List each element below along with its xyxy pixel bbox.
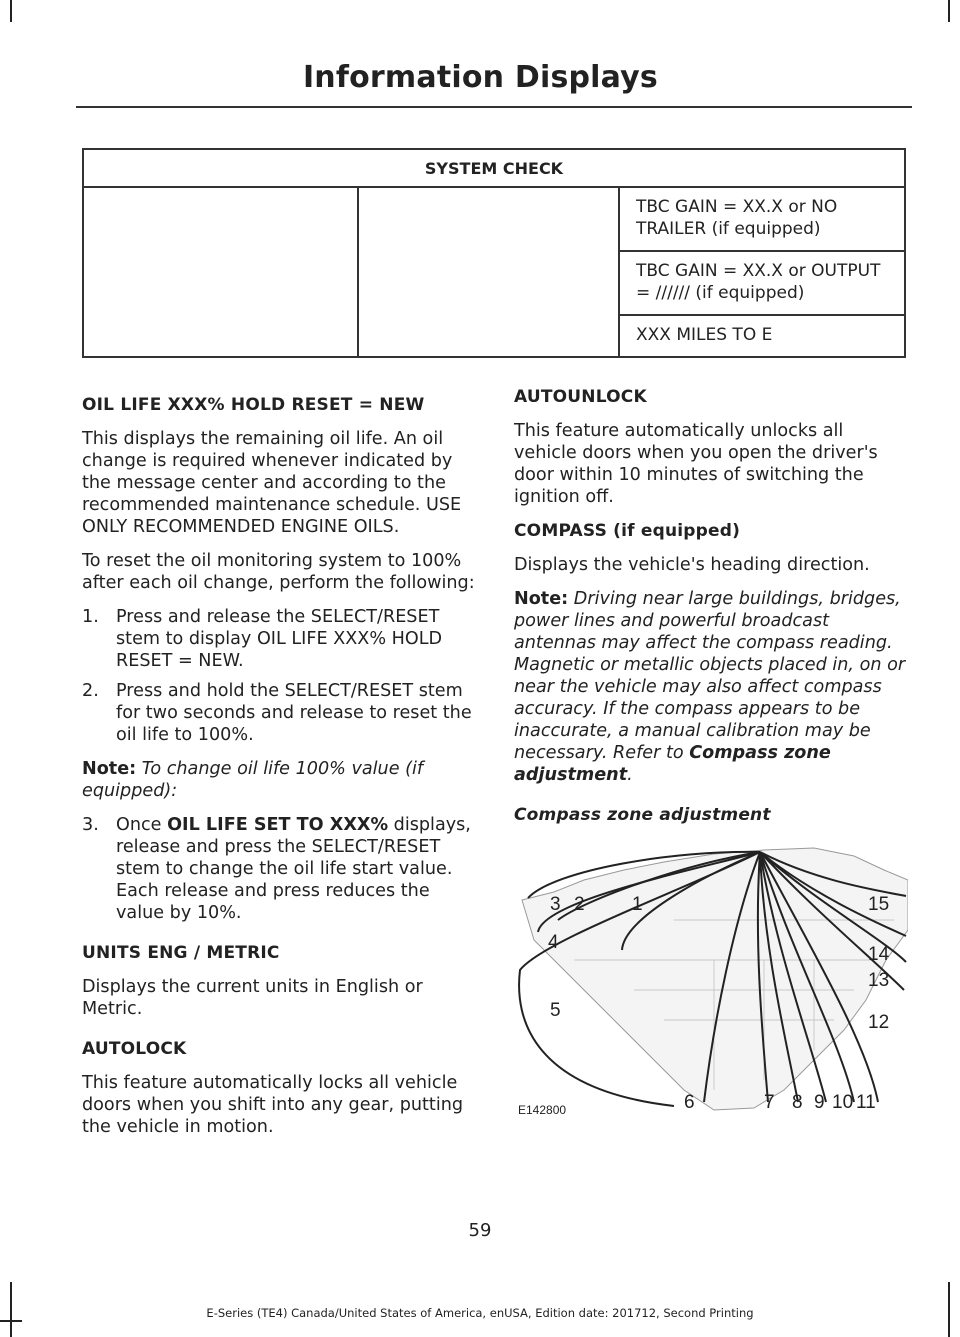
system-check-empty-col1 — [83, 187, 358, 357]
left-column — [82, 394, 478, 1150]
list-item — [82, 680, 478, 746]
autolock-heading: AUTOLOCK — [82, 1039, 187, 1059]
zone-label: 2 — [574, 894, 585, 915]
list-item — [82, 606, 478, 672]
oil-reset-intro: To reset the oil monitoring system to 100% after each oil change, perform the following: — [82, 551, 475, 593]
zone-label: 8 — [792, 1092, 803, 1113]
zone-label: 13 — [868, 970, 890, 991]
page-number: 59 — [468, 1220, 492, 1241]
autounlock-heading: AUTOUNLOCK — [514, 387, 647, 407]
zone-label: 3 — [550, 894, 561, 915]
system-check-row: XXX MILES TO E — [619, 315, 905, 357]
zone-label: 11 — [856, 1092, 876, 1113]
list-item — [82, 814, 478, 924]
zone-label: 15 — [868, 894, 890, 915]
compass-note — [514, 588, 908, 786]
system-check-table — [82, 148, 906, 358]
header-divider — [76, 106, 912, 108]
crop-mark-top-left — [10, 0, 12, 22]
oil-step-3 — [82, 814, 478, 924]
note-label: Note: — [82, 759, 137, 779]
zone-label: 9 — [814, 1092, 825, 1113]
autolock-description: This feature automatically locks all vehicle doors when you shift into any gear, putting the vehicle in motion. — [82, 1073, 464, 1137]
zone-label: 1 — [632, 894, 643, 915]
zone-label: 6 — [684, 1092, 695, 1113]
step-text-pre: Once — [116, 815, 168, 835]
system-check-row: TBC GAIN = XX.X or OUTPUT = ////// (if equipped) — [619, 251, 905, 315]
oil-life-description: This displays the remaining oil life. An oil change is required whenever indicated by the message center and according to the recommended maintenance schedule. USE ONLY RECOMMENDED ENGINE OILS. — [82, 429, 462, 537]
oil-life-heading: OIL LIFE XXX% HOLD RESET = NEW — [82, 395, 425, 415]
zone-label: 5 — [550, 1000, 561, 1021]
crop-mark-top-right — [948, 0, 950, 22]
step-number: 3. — [82, 815, 99, 835]
step-text-bold: OIL LIFE SET TO XXX% — [167, 815, 389, 835]
zone-label: 14 — [868, 944, 890, 965]
right-column — [514, 386, 908, 838]
step-text: Press and release the SELECT/RESET stem to display OIL LIFE XXX% HOLD RESET = NEW. — [116, 607, 443, 671]
zone-label: 12 — [868, 1012, 890, 1033]
step-number: 2. — [82, 681, 99, 701]
step-number: 1. — [82, 607, 99, 627]
figure-id: E142800 — [518, 1103, 567, 1117]
page-title: Information Displays — [302, 60, 658, 95]
page-footer: E-Series (TE4) Canada/United States of America, enUSA, Edition date: 201712, Second Printing — [206, 1306, 754, 1320]
map-landmass — [522, 848, 908, 1110]
zone-label: 7 — [764, 1092, 775, 1113]
compass-zone-heading: Compass zone adjustment — [514, 805, 771, 825]
compass-zone-map-svg — [514, 840, 908, 1136]
compass-description: Displays the vehicle's heading direction. — [514, 555, 870, 575]
compass-zone-map — [514, 840, 908, 1136]
note-label: Note: — [514, 589, 569, 609]
zone-label: 10 — [832, 1092, 854, 1113]
units-description: Displays the current units in English or Metric. — [82, 977, 423, 1019]
note-text: To change oil life 100% value (if equipped): — [82, 759, 424, 801]
crop-mark-bottom-left-h — [0, 1320, 22, 1322]
autounlock-description: This feature automatically unlocks all vehicle doors when you open the driver's door within 10 minutes of switching the ignition off. — [514, 421, 878, 507]
note-reference: Compass zone adjustment — [514, 743, 831, 785]
oil-reset-steps — [82, 606, 478, 746]
units-heading: UNITS ENG / METRIC — [82, 943, 280, 963]
step-text-post: displays, release and press the SELECT/RESET stem to change the oil life start value. Each release and press reduces the value by 10%. — [116, 815, 471, 923]
system-check-title: SYSTEM CHECK — [83, 149, 905, 187]
oil-note — [82, 758, 478, 802]
note-end: . — [627, 765, 633, 785]
step-text: Press and hold the SELECT/RESET stem for two seconds and release to reset the oil life to 100%. — [116, 681, 472, 745]
note-text: Driving near large buildings, bridges, power lines and powerful broadcast antennas may affect the compass reading. Magnetic or metallic objects placed in, on or near the vehicle may also affect compass accuracy. If the compass appears to be inaccurate, a manual calibration may be necessary. Refer to — [514, 589, 906, 763]
system-check-empty-col2 — [358, 187, 619, 357]
compass-heading: COMPASS (if equipped) — [514, 521, 741, 541]
system-check-row: TBC GAIN = XX.X or NO TRAILER (if equipped) — [619, 187, 905, 251]
zone-label: 4 — [548, 932, 559, 953]
